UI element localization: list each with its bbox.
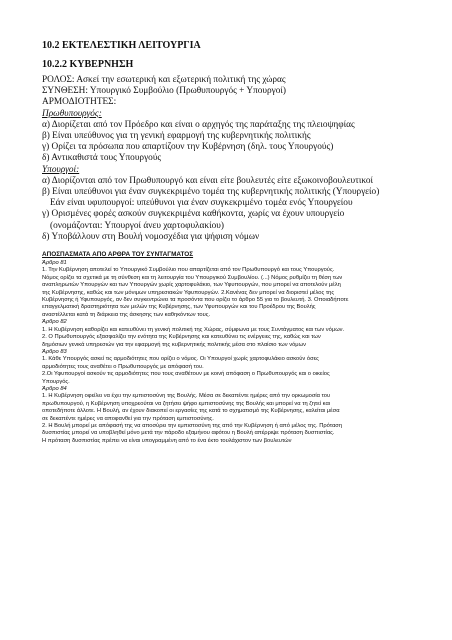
pm-item: δ) Αντικαθιστά τους Υπουργούς [42,153,162,164]
minister-item: δ) Υποβάλλουν στη Βουλή νομοσχέδια για ψήφιση νόμων [42,231,260,242]
article-line: 1. Η Κυβέρνηση οφείλει να έχει την εμπιστοσύνη της Βουλής. Μέσα σε δεκαπέντε ημέρες από την ορκωμοσία του [42,393,331,400]
article-84 [42,386,416,445]
ministers-block [42,165,416,243]
article-line: σε δεκαπέντε ημέρες να αποφανθεί για την πρόταση εμπιστοσύνης. [42,415,214,422]
article-line: δυσπιστίας μπορεί να υποβληθεί μόνο μετά την πάροδο εξαμήνου αφότου η Βουλή απέρριψε πρόταση δυσπιστίας. [42,430,335,437]
pm-item: α) Διορίζεται από τον Πρόεδρο και είναι ο αρχηγός της παράταξης της πλειοψηφίας [42,119,355,130]
article-label: Άρθρο 84 [42,385,67,392]
article-label: Άρθρο 81 [42,260,67,267]
article-line: 1. Την Κυβέρνηση αποτελεί το Υπουργικό Συμβούλιο που απαρτίζεται από τον Πρωθυπουργό και τους Υπουργούς. [42,267,335,274]
section-heading: 10.2 ΕΚΤΕΛΕΣΤΙΚΗ ΛΕΙΤΟΥΡΓΙΑ [42,40,201,51]
article-line: αρμοδιότητες τους αναθέτει ο Πρωθυπουργός με απόφασή του. [42,363,204,370]
minister-item: (ονομάζονται: Υπουργοί άνευ χαρτοφυλακίου) [50,220,224,231]
pm-item: β) Είναι υπεύθυνος για τη γενική εφαρμογή της κυβερνητικής πολιτικής [42,131,311,142]
article-line: της Κυβέρνησης, καθώς και των μόνιμων υπηρεσιακών Υφυπουργών. 2.Κανένας δεν μπορεί να διοριστεί μέλος της [42,289,335,296]
article-line: δημόσιων γενικά υπηρεσιών για την εφαρμογή της κυβερνητικής πολιτικής μέσα στο πλαίσιο των νόμων [42,341,306,348]
intro-line-composition: ΣΥΝΘΕΣΗ: Υπουργικό Συμβούλιο (Πρωθυπουργός + Υπουργοί) [42,86,286,97]
prime-minister-label: Πρωθυπουργός: [42,108,102,119]
intro-line-role: ΡΟΛΟΣ: Ασκεί την εσωτερική και εξωτερική πολιτική της χώρας [42,75,286,85]
article-line: 1. Κάθε Υπουργός ασκεί τις αρμοδιότητες που ορίζει ο νόμος. Οι Υπουργοί χωρίς χαρτοφυλάκιο ασκούν όσες [42,356,319,363]
article-83 [42,349,416,386]
intro-line-responsibilities: ΑΡΜΟΔΙΟΤΗΤΕΣ: [42,97,117,108]
article-81 [42,260,416,319]
ministers-label: Υπουργοί: [42,164,80,175]
article-line: οποτεδήποτε άλλοτε. Η Βουλή, αν έχουν διακοπεί οι εργασίες της κατά το σχηματισμό της Κυβέρνησης, καλείται μέσα [42,408,340,415]
article-line: Κυβέρνησης ή Υφυπουργός, αν δεν συγκεντρώνει τα προσόντα που ορίζει το άρθρο 55 για το βουλευτή. 3. Οποιαδήποτε [42,297,349,304]
article-line: 2. Ο Πρωθυπουργός εξασφαλίζει την ενότητα της Κυβέρνησης και κατευθύνει τις ενέργειες της, καθώς και των [42,334,321,341]
article-label: Άρθρο 83 [42,348,67,355]
prime-minister-block [42,109,416,165]
article-line: Η πρόταση δυσπιστίας πρέπει να είναι υπογραμμένη από το ένα έκτο τουλάχιστον των βουλευτών [42,437,292,444]
article-line: πρωθυπουργού, η Κυβέρνηση υποχρεούται να ζητήσει ψήφο εμπιστοσύνης της Βουλής και μπορεί να τη ζητεί και [42,400,331,407]
minister-item: β) Είναι υπεύθυνοι για έναν συγκεκριμένο τομέα της κυβερνητικής πολιτικής (Υπουργείο) [42,187,380,198]
article-line: Νόμος ορίζει τα σχετικά με τη σύνθεση και τη λειτουργία του Υπουργικού Συμβουλίου. (...) Νόμος ρυθμίζει τη θέση των [42,274,343,281]
pm-item: γ) Ορίζει τα πρόσωπα που απαρτίζουν την Κυβέρνηση (δηλ. τους Υπουργούς) [42,142,334,153]
intro-block [42,75,416,109]
article-line: αναστέλλεται κατά τη διάρκεια της άσκησης των καθηκόντων τους. [42,311,211,318]
constitution-excerpt-title: ΑΠΟΣΠΑΣΜΑΤΑ ΑΠΟ ΑΡΘΡΑ ΤΟΥ ΣΥΝΤΑΓΜΑΤΟΣ [42,251,194,259]
article-line: αναπληρωτών Υπουργών και των Υπουργών χωρίς χαρτοφυλάκιο, των Υφυπουργών, που μπορεί να αποτελούν μέλη [42,282,341,289]
article-line: 2.Οι Υφυπουργοί ασκούν τις αρμοδιότητες που τους αναθέτουν με κοινή απόφαση ο Πρωθυπουργός και ο οικείος [42,371,330,378]
minister-item: γ) Ορισμένες φορές ασκούν συγκεκριμένα καθήκοντα, χωρίς να έχουν υπουργείο [42,209,345,220]
minister-item: Εάν είναι υφυπουργοί: υπεύθυνοι για έναν συγκεκριμένο τομέα ενός Υπουργείου [50,198,353,209]
minister-item: α) Διορίζονται από τον Πρωθυπουργό και είναι είτε βουλευτές είτε εξωκοινοβουλευτικοί [42,175,373,186]
article-line: 2. Η Βουλή μπορεί με απόφασή της να αποσύρει την εμπιστοσύνη της από την Κυβέρνηση ή από μέλος της. Πρόταση [42,422,343,429]
article-82 [42,319,416,349]
article-line: Υπουργός. [42,378,70,385]
article-line: 1. Η Κυβέρνηση καθορίζει και κατευθύνει τη γενική πολιτική της Χώρας, σύμφωνα με τους Συντάγματος και των νόμων. [42,326,345,333]
article-line: επαγγελματική δραστηριότητα των μελών της Κυβέρνησης, των Υφυπουργών και του Προέδρου της Βουλής [42,304,316,311]
subsection-heading: 10.2.2 ΚΥΒΕΡΝΗΣΗ [42,59,134,70]
article-label: Άρθρο 82 [42,319,67,326]
